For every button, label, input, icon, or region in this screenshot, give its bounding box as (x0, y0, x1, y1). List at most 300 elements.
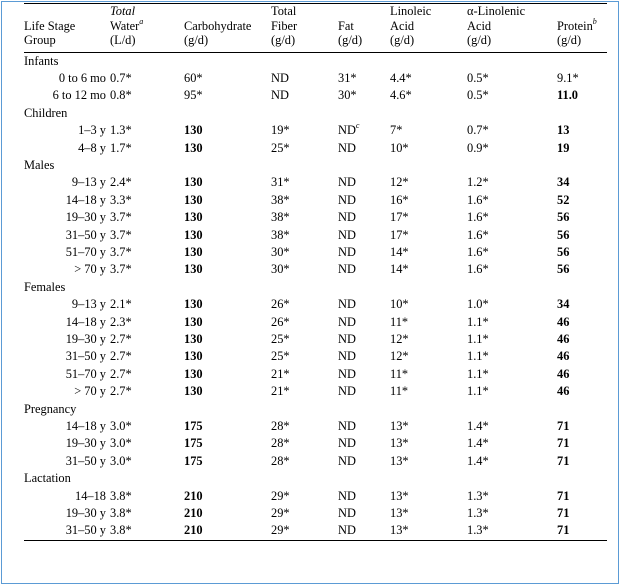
cell-fat (338, 453, 390, 470)
cell-total-water (110, 192, 184, 209)
cell-carbohydrate (184, 70, 271, 87)
cell-total-fiber (271, 314, 338, 331)
cell-total-water-value: 3.7* (110, 262, 132, 277)
cell-total-water-value: 2.3* (110, 314, 132, 329)
group-row (24, 401, 607, 418)
cell-total-water-value: 1.3* (110, 123, 132, 138)
cell-total-fiber (271, 209, 338, 226)
header-alpha-unit: (g/d) (467, 33, 492, 47)
header-linoleic-acid (390, 4, 467, 53)
cell-carbohydrate (184, 227, 271, 244)
table-row (24, 174, 607, 191)
cell-total-water (110, 296, 184, 313)
cell-total-fiber (271, 70, 338, 87)
cell-total-fiber (271, 331, 338, 348)
cell-protein (557, 383, 607, 400)
cell-carbohydrate-value: 130 (184, 384, 203, 399)
cell-protein (557, 227, 607, 244)
cell-fat (338, 227, 390, 244)
cell-carbohydrate-value: 130 (184, 349, 203, 364)
cell-fat (338, 488, 390, 505)
cell-age: 19–30 y (65, 506, 106, 521)
cell-linoleic-acid-value: 13* (390, 419, 409, 434)
cell-alpha-linolenic-acid-value: 1.3* (467, 506, 489, 521)
cell-total-water-value: 3.8* (110, 488, 132, 503)
cell-fat-value: ND (338, 506, 356, 521)
cell-total-fiber (271, 383, 338, 400)
cell-carbohydrate-value: 175 (184, 453, 203, 468)
cell-linoleic-acid (390, 227, 467, 244)
cell-alpha-linolenic-acid-value: 1.4* (467, 436, 489, 451)
cell-total-water-value: 2.1* (110, 297, 132, 312)
cell-protein (557, 418, 607, 435)
cell-alpha-linolenic-acid-value: 1.4* (467, 419, 489, 434)
cell-total-fiber (271, 227, 338, 244)
cell-linoleic-acid-value: 11* (390, 384, 409, 399)
cell-linoleic-acid-value: 10* (390, 140, 409, 155)
group-row (24, 279, 607, 296)
cell-total-fiber-value: 19* (271, 123, 290, 138)
cell-alpha-linolenic-acid (467, 122, 557, 139)
cell-total-fiber (271, 192, 338, 209)
cell-total-fiber (271, 140, 338, 157)
cell-carbohydrate (184, 314, 271, 331)
cell-total-water-value: 2.7* (110, 384, 132, 399)
cell-total-water-value: 0.8* (110, 88, 132, 103)
cell-linoleic-acid (390, 122, 467, 139)
cell-total-fiber (271, 435, 338, 452)
cell-fat-value: ND (338, 175, 356, 190)
cell-fat (338, 435, 390, 452)
cell-total-fiber-value: 25* (271, 332, 290, 346)
cell-linoleic-acid-value: 13* (390, 488, 409, 503)
cell-age: 31–50 y (24, 522, 110, 540)
cell-carbohydrate-value: 60* (184, 70, 203, 85)
cell-age: 9–13 y (71, 297, 106, 312)
cell-total-fiber-value: 31* (271, 175, 290, 190)
cell-linoleic-acid-value: 12* (390, 349, 409, 364)
cell-total-water-value: 3.7* (110, 227, 132, 242)
cell-age: 19–30 y (65, 436, 106, 451)
cell-fat-value: ND (338, 349, 356, 364)
header-carb-label: Carbohydrate (184, 18, 252, 33)
cell-carbohydrate (184, 296, 271, 313)
cell-age: 14–18 (75, 488, 106, 503)
group-row (24, 157, 607, 174)
cell-linoleic-acid (390, 383, 467, 400)
cell-carbohydrate-value: 95* (184, 88, 203, 103)
cell-linoleic-acid (390, 70, 467, 87)
table-row (24, 383, 607, 400)
table-row (24, 192, 607, 209)
cell-protein-value: 13 (557, 123, 570, 138)
cell-alpha-linolenic-acid-value: 0.7* (467, 123, 489, 138)
group-label: Children (24, 105, 68, 120)
cell-carbohydrate (184, 122, 271, 139)
cell-carbohydrate-value: 210 (184, 523, 203, 538)
table-row (24, 122, 607, 139)
cell-fat (338, 174, 390, 191)
cell-linoleic-acid-value: 4.6* (390, 88, 412, 103)
cell-alpha-linolenic-acid (467, 209, 557, 226)
cell-carbohydrate-value: 130 (184, 366, 203, 381)
header-fat (338, 4, 390, 53)
cell-protein (557, 174, 607, 191)
cell-fat (338, 296, 390, 313)
cell-fat (338, 418, 390, 435)
cell-age: 31–50 y (65, 349, 106, 364)
cell-alpha-linolenic-acid-value: 1.6* (467, 244, 489, 259)
header-fiber-line1: Total (271, 4, 297, 18)
header-fat-unit: (g/d) (338, 33, 363, 47)
cell-fat-value: ND (338, 488, 356, 503)
cell-total-water (110, 505, 184, 522)
cell-total-water (110, 522, 184, 540)
cell-carbohydrate-value: 130 (184, 297, 203, 312)
cell-fat (338, 522, 390, 540)
cell-linoleic-acid-value: 13* (390, 453, 409, 468)
cell-protein-value: 34 (557, 297, 570, 312)
table-row (24, 435, 607, 452)
header-alpha-line1: α-Linolenic (467, 4, 526, 18)
header-row (24, 4, 607, 53)
cell-carbohydrate-value: 130 (184, 140, 203, 155)
cell-alpha-linolenic-acid-value: 1.6* (467, 262, 489, 277)
header-carbohydrate (184, 4, 271, 53)
cell-total-fiber-value: 29* (271, 523, 290, 538)
cell-total-water (110, 383, 184, 400)
cell-total-water-value: 3.3* (110, 192, 132, 207)
header-fiber-line2: Fiber (271, 18, 298, 33)
cell-linoleic-acid-value: 14* (390, 244, 409, 259)
cell-carbohydrate (184, 453, 271, 470)
cell-total-water (110, 366, 184, 383)
cell-carbohydrate-value: 130 (184, 262, 203, 277)
cell-protein-value: 71 (557, 436, 570, 451)
cell-linoleic-acid (390, 331, 467, 348)
cell-carbohydrate (184, 488, 271, 505)
header-water-footnote: a (139, 16, 144, 26)
cell-carbohydrate-value: 130 (184, 227, 203, 242)
cell-protein-value: 46 (557, 384, 570, 399)
cell-alpha-linolenic-acid-value: 1.0* (467, 297, 489, 312)
cell-linoleic-acid (390, 314, 467, 331)
cell-total-fiber (271, 505, 338, 522)
cell-carbohydrate-value: 130 (184, 244, 203, 259)
table-body (24, 52, 607, 540)
cell-total-water-value: 3.8* (110, 523, 132, 538)
table-row (24, 296, 607, 313)
cell-fat-value: ND (338, 384, 356, 399)
cell-fat (338, 505, 390, 522)
cell-fat (338, 70, 390, 87)
cell-fat-value: ND (338, 262, 356, 277)
cell-alpha-linolenic-acid (467, 70, 557, 87)
cell-fat-value: ND (338, 210, 356, 225)
cell-alpha-linolenic-acid (467, 435, 557, 452)
cell-fat (338, 87, 390, 104)
cell-protein (557, 522, 607, 540)
cell-alpha-linolenic-acid-value: 1.1* (467, 332, 489, 346)
cell-fat (338, 348, 390, 365)
cell-fat (338, 331, 390, 348)
cell-total-water (110, 314, 184, 331)
cell-alpha-linolenic-acid-value: 1.4* (467, 453, 489, 468)
cell-alpha-linolenic-acid (467, 418, 557, 435)
group-row (24, 52, 607, 70)
cell-carbohydrate-value: 175 (184, 436, 203, 451)
cell-total-fiber (271, 87, 338, 104)
cell-age: 14–18 y (65, 419, 106, 434)
cell-carbohydrate (184, 435, 271, 452)
cell-linoleic-acid (390, 505, 467, 522)
cell-alpha-linolenic-acid-value: 1.6* (467, 210, 489, 225)
cell-protein (557, 244, 607, 261)
cell-protein (557, 331, 607, 348)
cell-carbohydrate (184, 192, 271, 209)
cell-fat-value: ND (338, 419, 356, 434)
cell-carbohydrate (184, 140, 271, 157)
header-linoleic-unit: (g/d) (390, 33, 415, 47)
cell-protein (557, 488, 607, 505)
group-label: Males (24, 157, 55, 172)
cell-carbohydrate-value: 175 (184, 419, 203, 434)
cell-alpha-linolenic-acid (467, 505, 557, 522)
cell-protein-value: 9.1* (557, 70, 579, 85)
cell-linoleic-acid-value: 17* (390, 210, 409, 225)
cell-age: 4–8 y (78, 140, 106, 155)
cell-linoleic-acid-value: 16* (390, 192, 409, 207)
cell-fat-value: ND (338, 297, 356, 312)
header-alpha-line2: Acid (467, 18, 492, 33)
cell-fat (338, 366, 390, 383)
cell-alpha-linolenic-acid (467, 87, 557, 104)
cell-linoleic-acid-value: 12* (390, 175, 409, 190)
cell-carbohydrate (184, 418, 271, 435)
cell-alpha-linolenic-acid-value: 1.1* (467, 349, 489, 364)
cell-alpha-linolenic-acid-value: 1.1* (467, 314, 489, 329)
cell-total-water-value: 3.7* (110, 210, 132, 225)
header-total-water (110, 4, 184, 53)
cell-linoleic-acid (390, 453, 467, 470)
cell-total-water-value: 3.8* (110, 506, 132, 521)
cell-alpha-linolenic-acid (467, 174, 557, 191)
cell-protein (557, 296, 607, 313)
cell-protein-value: 71 (557, 506, 570, 521)
cell-protein-value: 56 (557, 227, 570, 242)
cell-total-water (110, 227, 184, 244)
cell-age: 0 to 6 mo (58, 70, 106, 85)
header-life-stage-line2: Group (24, 33, 56, 47)
cell-protein-value: 56 (557, 262, 570, 277)
cell-total-water (110, 122, 184, 139)
header-protein-footnote: b (592, 16, 597, 26)
cell-fat (338, 209, 390, 226)
table-row (24, 453, 607, 470)
group-label: Females (24, 279, 66, 294)
header-alpha-linolenic-acid (467, 4, 557, 53)
cell-linoleic-acid (390, 418, 467, 435)
group-row (24, 470, 607, 487)
cell-age: 14–18 y (65, 192, 106, 207)
cell-total-water (110, 209, 184, 226)
cell-age: 1–3 y (78, 123, 106, 138)
cell-alpha-linolenic-acid (467, 331, 557, 348)
header-protein-label: Protein (557, 18, 593, 33)
cell-linoleic-acid-value: 13* (390, 506, 409, 521)
header-linoleic-line1: Linoleic (390, 4, 432, 18)
cell-alpha-linolenic-acid-value: 1.2* (467, 175, 489, 190)
cell-protein (557, 261, 607, 278)
cell-alpha-linolenic-acid-value: 1.6* (467, 227, 489, 242)
header-carb-unit: (g/d) (184, 33, 209, 47)
header-linoleic-line2: Acid (390, 18, 415, 33)
cell-total-water-value: 3.0* (110, 436, 132, 451)
cell-total-fiber-value: 28* (271, 453, 290, 468)
cell-total-fiber-value: 30* (271, 262, 290, 277)
cell-total-fiber (271, 296, 338, 313)
cell-protein (557, 348, 607, 365)
header-fat-label: Fat (338, 18, 354, 33)
cell-linoleic-acid-value: 13* (390, 436, 409, 451)
cell-alpha-linolenic-acid (467, 366, 557, 383)
cell-protein-value: 56 (557, 244, 570, 259)
table-row (24, 140, 607, 157)
cell-alpha-linolenic-acid (467, 227, 557, 244)
header-fiber-unit: (g/d) (271, 33, 296, 47)
cell-carbohydrate-value: 130 (184, 123, 203, 138)
cell-total-fiber (271, 348, 338, 365)
cell-fat-value: ND (338, 453, 356, 468)
cell-linoleic-acid (390, 296, 467, 313)
table-row (24, 227, 607, 244)
cell-age: 14–18 y (65, 314, 106, 329)
cell-total-fiber (271, 261, 338, 278)
cell-protein-value: 34 (557, 175, 570, 190)
cell-total-water-value: 2.7* (110, 349, 132, 364)
cell-total-water (110, 453, 184, 470)
cell-alpha-linolenic-acid (467, 244, 557, 261)
cell-age: 51–70 y (65, 244, 106, 259)
cell-carbohydrate (184, 366, 271, 383)
cell-total-water-value: 3.7* (110, 244, 132, 259)
cell-protein (557, 122, 607, 139)
cell-age: 19–30 y (65, 332, 106, 346)
cell-alpha-linolenic-acid (467, 348, 557, 365)
cell-linoleic-acid-value: 7* (390, 123, 403, 138)
cell-total-fiber-value: 25* (271, 349, 290, 364)
cell-age: > 70 y (74, 262, 106, 277)
cell-total-water-value: 3.0* (110, 419, 132, 434)
cell-carbohydrate (184, 505, 271, 522)
cell-fat-value: ND (338, 192, 356, 207)
cell-carbohydrate (184, 87, 271, 104)
cell-protein-value: 71 (557, 488, 570, 503)
cell-alpha-linolenic-acid-value: 0.5* (467, 70, 489, 85)
cell-fat-value: 30* (338, 88, 357, 103)
cell-total-fiber-value: 38* (271, 210, 290, 225)
cell-alpha-linolenic-acid (467, 296, 557, 313)
cell-age: 31–50 y (65, 453, 106, 468)
cell-fat-value: ND (338, 332, 356, 346)
table-row (24, 418, 607, 435)
cell-carbohydrate-value: 130 (184, 175, 203, 190)
cell-protein-value: 52 (557, 192, 570, 207)
cell-linoleic-acid (390, 348, 467, 365)
cell-total-fiber-value: 38* (271, 192, 290, 207)
cell-total-water-value: 2.4* (110, 175, 132, 190)
table-row (24, 505, 607, 522)
cell-alpha-linolenic-acid-value: 1.6* (467, 192, 489, 207)
cell-fat (338, 261, 390, 278)
cell-fat-value: ND (338, 366, 356, 381)
cell-carbohydrate-value: 130 (184, 192, 203, 207)
cell-total-fiber (271, 488, 338, 505)
group-row (24, 105, 607, 122)
cell-alpha-linolenic-acid (467, 192, 557, 209)
header-water-line1: Total (110, 4, 136, 18)
cell-protein (557, 453, 607, 470)
cell-protein-value: 46 (557, 314, 570, 329)
cell-age: 19–30 y (65, 210, 106, 225)
cell-alpha-linolenic-acid (467, 140, 557, 157)
dri-table (24, 3, 607, 541)
cell-total-water-value: 2.7* (110, 366, 132, 381)
cell-carbohydrate (184, 383, 271, 400)
table-row (24, 348, 607, 365)
cell-alpha-linolenic-acid (467, 522, 557, 540)
cell-total-water (110, 435, 184, 452)
cell-linoleic-acid-value: 14* (390, 262, 409, 277)
cell-linoleic-acid (390, 140, 467, 157)
cell-alpha-linolenic-acid (467, 383, 557, 400)
cell-fat (338, 314, 390, 331)
header-protein-unit: (g/d) (557, 33, 582, 47)
cell-fat-value: ND (338, 244, 356, 259)
header-water-unit: (L/d) (110, 33, 136, 47)
cell-protein (557, 505, 607, 522)
cell-protein-value: 19 (557, 140, 570, 155)
cell-fat-value: ND (338, 140, 356, 155)
cell-carbohydrate-value: 130 (184, 332, 203, 346)
table-row (24, 488, 607, 505)
cell-fat (338, 383, 390, 400)
cell-fat-value: ND (338, 314, 356, 329)
cell-age: 51–70 y (65, 366, 106, 381)
cell-protein (557, 87, 607, 104)
cell-protein-value: 46 (557, 332, 570, 346)
cell-fat (338, 122, 390, 139)
cell-total-fiber-value: 21* (271, 366, 290, 381)
header-protein (557, 4, 607, 53)
fat-footnote: c (355, 121, 360, 131)
header-total-fiber (271, 4, 338, 53)
cell-total-water (110, 261, 184, 278)
cell-total-fiber-value: 28* (271, 436, 290, 451)
table-row (24, 261, 607, 278)
cell-protein-value: 71 (557, 453, 570, 468)
table-row (24, 70, 607, 87)
cell-total-water-value: 0.7* (110, 70, 132, 85)
cell-fat (338, 192, 390, 209)
cell-total-fiber-value: 30* (271, 244, 290, 259)
cell-linoleic-acid-value: 17* (390, 227, 409, 242)
cell-total-fiber (271, 522, 338, 540)
cell-age: > 70 y (74, 384, 106, 399)
cell-carbohydrate-value: 130 (184, 210, 203, 225)
cell-linoleic-acid (390, 87, 467, 104)
cell-total-fiber (271, 418, 338, 435)
